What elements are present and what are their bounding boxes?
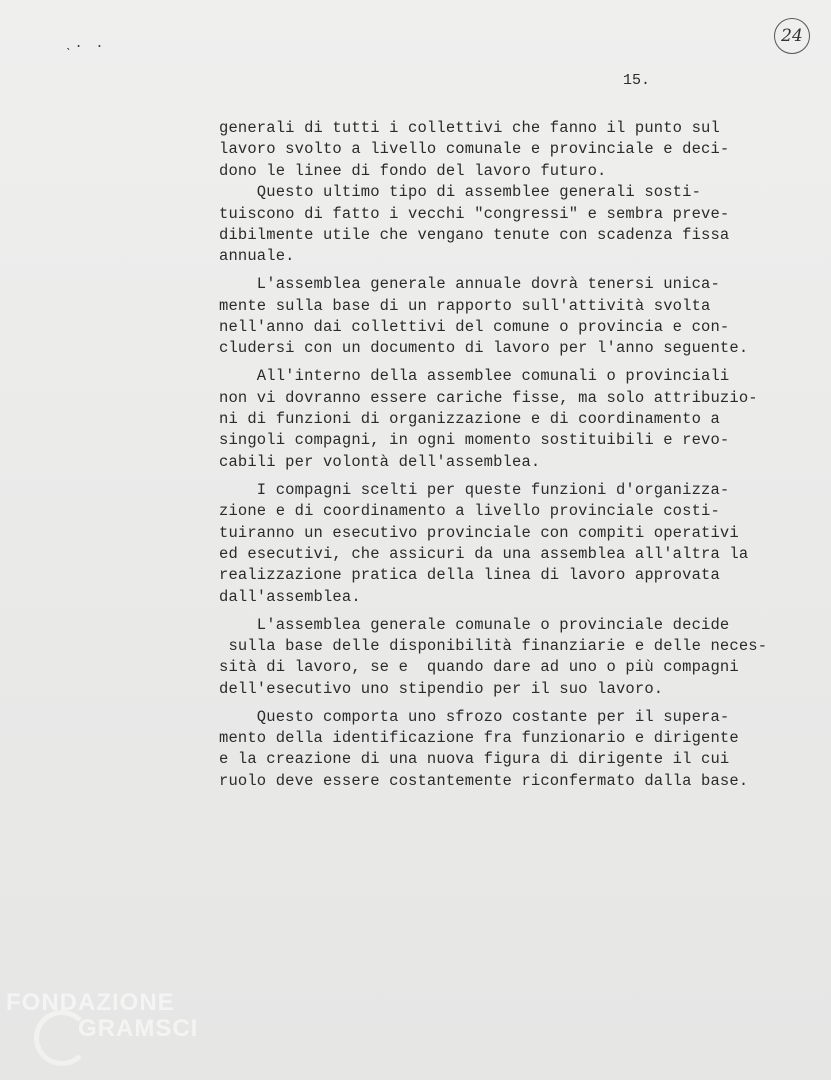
paragraph-5	[219, 480, 779, 608]
watermark-line-2: GRAMSCI	[78, 1015, 199, 1042]
text-line: L'assemblea generale comunale o provinciale decide	[219, 615, 730, 634]
paragraph-7	[219, 707, 779, 793]
text-line: zione e di coordinamento a livello provinciale costi-	[219, 502, 720, 521]
text-line: dell'esecutivo uno stipendio per il suo lavoro.	[219, 679, 664, 698]
text-line: All'interno della assemblee comunali o provinciali	[219, 367, 730, 386]
text-line: Questo ultimo tipo di assemblee generali sosti-	[219, 183, 702, 202]
text-line: singoli compagni, in ogni momento sostituibili e revo-	[219, 431, 730, 450]
paragraph-3	[219, 274, 779, 360]
text-line: realizzazione pratica della linea di lavoro approvata	[219, 566, 720, 585]
text-line: lavoro svolto a livello comunale e provinciale e deci-	[219, 140, 730, 159]
text-line: generali di tutti i collettivi che fanno il punto sul	[219, 119, 720, 137]
text-line: dall'assemblea.	[219, 587, 361, 606]
text-line: sulla base delle disponibilità finanziarie e delle neces-	[219, 636, 768, 655]
archive-number-stamp: 24	[774, 18, 810, 54]
paragraph-1	[219, 118, 779, 182]
paragraph-2	[219, 182, 779, 268]
text-line: non vi dovranno essere cariche fisse, ma solo attribuzio-	[219, 388, 758, 407]
watermark-logo-icon	[34, 1010, 90, 1066]
text-line: sità di lavoro, se e quando dare ad uno o più compagni	[219, 658, 739, 677]
corner-marks: ˎ. .	[64, 36, 106, 52]
text-line: e la creazione di una nuova figura di dirigente il cui	[219, 750, 730, 769]
text-line: dibilmente utile che vengano tenute con scadenza fissa	[219, 225, 730, 244]
paragraph-4	[219, 366, 779, 473]
text-line: ed esecutivi, che assicuri da una assemblea all'altra la	[219, 544, 749, 563]
text-line: L'assemblea generale annuale dovrà tenersi unica-	[219, 275, 720, 294]
document-body	[219, 118, 779, 799]
text-line: mento della identificazione fra funzionario e dirigente	[219, 729, 739, 748]
fondazione-gramsci-watermark	[6, 990, 198, 1042]
text-line: cabili per volontà dell'assemblea.	[219, 452, 541, 471]
text-line: tuiranno un esecutivo provinciale con compiti operativi	[219, 523, 739, 542]
text-line: ni di funzioni di organizzazione e di coordinamento a	[219, 410, 720, 429]
text-line: annuale.	[219, 247, 295, 266]
paragraph-6	[219, 615, 779, 701]
text-line: ruolo deve essere costantemente riconfermato dalla base.	[219, 771, 749, 790]
watermark-line-1: FONDAZIONE	[6, 989, 175, 1016]
text-line: nell'anno dai collettivi del comune o provincia e con-	[219, 318, 730, 337]
text-line: dono le linee di fondo del lavoro futuro.	[219, 161, 607, 180]
text-line: mente sulla base di un rapporto sull'attività svolta	[219, 296, 711, 315]
page-number: 15.	[623, 72, 651, 89]
text-line: Questo comporta uno sfrozo costante per il supera-	[219, 707, 730, 726]
text-line: cludersi con un documento di lavoro per l'anno seguente.	[219, 339, 749, 358]
text-line: tuiscono di fatto i vecchi "congressi" e sembra preve-	[219, 204, 730, 223]
text-line: I compagni scelti per queste funzioni d'organizza-	[219, 480, 730, 499]
